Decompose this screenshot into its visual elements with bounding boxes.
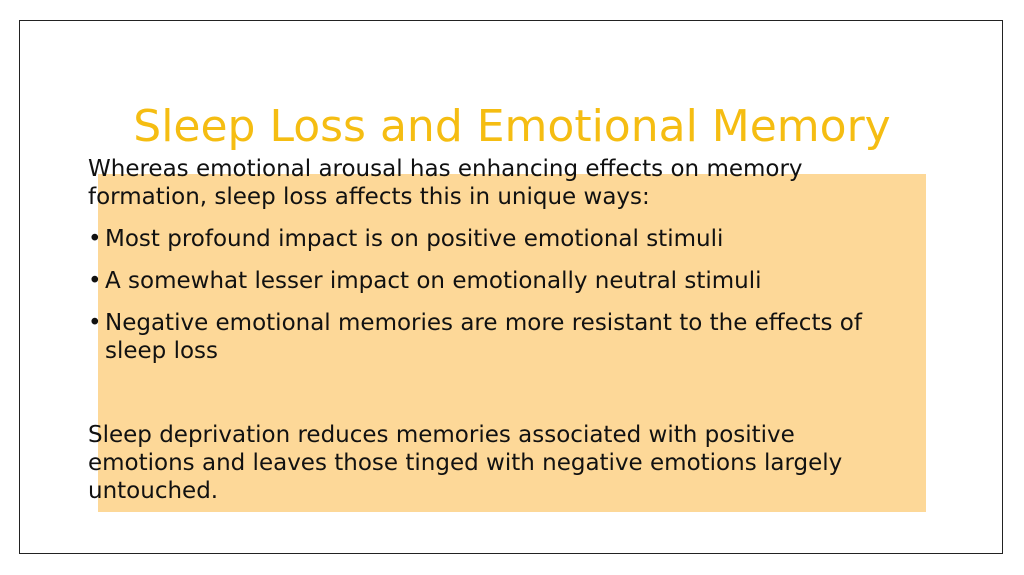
intro-paragraph: Whereas emotional arousal has enhancing effects on memory formation, sleep loss affects this in unique ways: <box>88 156 803 210</box>
bullet-dot-icon: • <box>88 310 102 336</box>
paragraph-spacer <box>88 379 903 421</box>
slide-body <box>88 155 903 519</box>
bullet-item <box>88 267 903 295</box>
bullet-text: A somewhat lesser impact on emotionally neutral stimuli <box>105 268 762 294</box>
bullet-text: Negative emotional memories are more resistant to the effects of sleep loss <box>105 310 862 364</box>
bullet-list <box>88 225 903 365</box>
bullet-item <box>88 225 903 253</box>
slide-title: Sleep Loss and Emotional Memory <box>133 101 891 152</box>
bullet-dot-icon: • <box>88 268 102 294</box>
bullet-dot-icon: • <box>88 226 102 252</box>
bullet-text: Most profound impact is on positive emotional stimuli <box>105 226 724 252</box>
bullet-item <box>88 309 903 365</box>
conclusion-paragraph: Sleep deprivation reduces memories associated with positive emotions and leaves those tinged with negative emotions largely untouched. <box>88 422 843 504</box>
